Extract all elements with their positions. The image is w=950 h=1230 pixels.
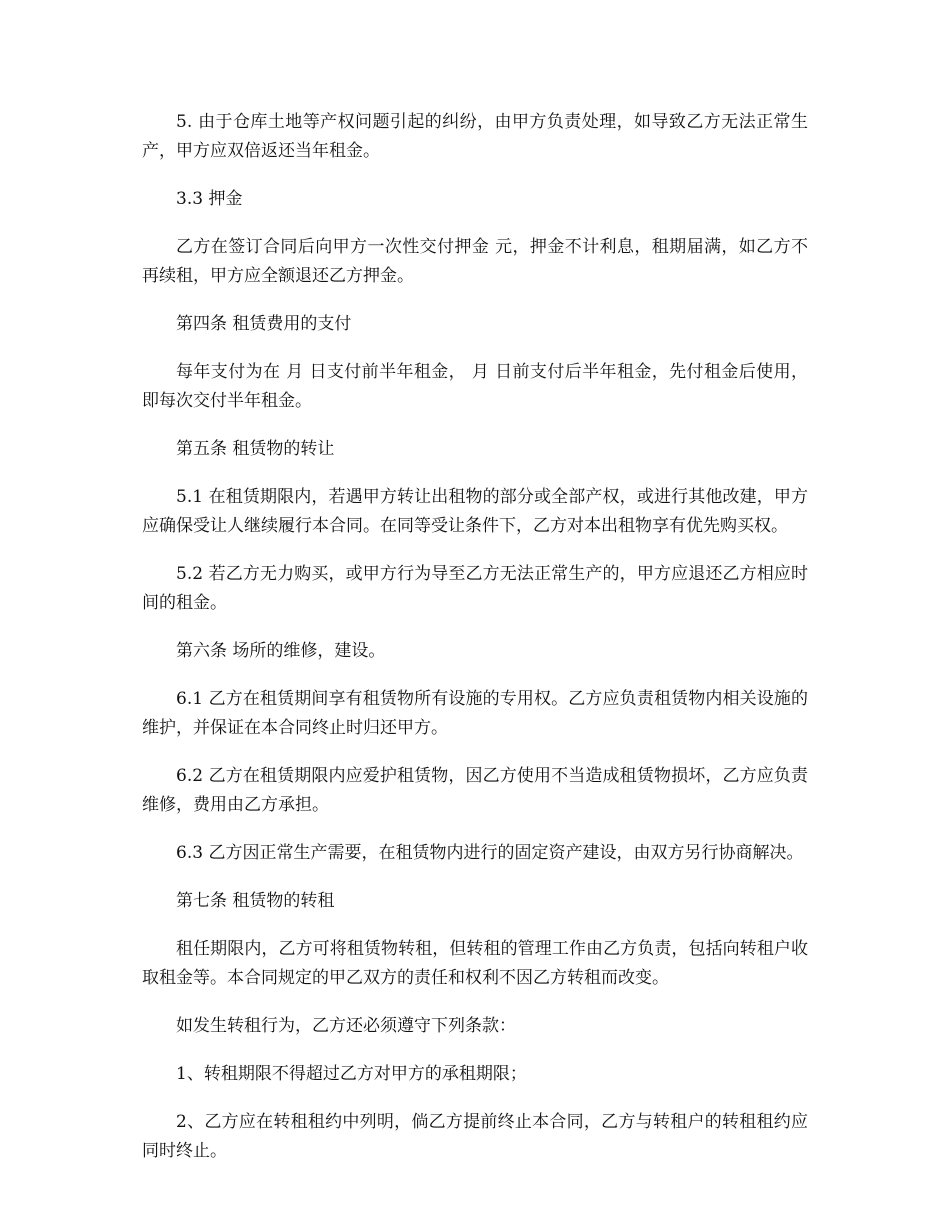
- article-heading: 第五条 租赁物的转让: [176, 439, 335, 459]
- clause-paragraph: 如发生转租行为，乙方还必须遵守下列条款：: [176, 1016, 516, 1036]
- article-heading: 第六条 场所的维修，建设。: [176, 641, 386, 661]
- clause-paragraph: 乙方在签订合同后向甲方一次性交付押金 元，押金不计利息，租期届满，如乙方不再续租，甲方应全额退还乙方押金。: [142, 237, 808, 286]
- clause-paragraph: 每年支付为在 月 日支付前半年租金， 月 日前支付后半年租金，先付租金后使用，即每次交付半年租金。: [142, 362, 808, 411]
- clause-paragraph: 5.2 若乙方无力购买，或甲方行为导至乙方无法正常生产的，甲方应退还乙方相应时间的租金。: [142, 564, 808, 613]
- list-item: 2、乙方应在转租租约中列明，倘乙方提前终止本合同，乙方与转租户的转租租约应同时终止。: [142, 1112, 808, 1161]
- clause-paragraph: 6.2 乙方在租赁期限内应爱护租赁物，因乙方使用不当造成租赁物损坏，乙方应负责维修，费用由乙方承担。: [142, 766, 808, 815]
- article-heading: 第七条 租赁物的转租: [176, 891, 335, 911]
- section-heading: 3.3 押金: [176, 189, 243, 209]
- clause-paragraph: 6.1 乙方在租赁期间享有租赁物所有设施的专用权。乙方应负责租赁物内相关设施的维护，并保证在本合同终止时归还甲方。: [142, 689, 808, 738]
- list-item: 1、转租期限不得超过乙方对甲方的承租期限；: [176, 1064, 527, 1084]
- clause-paragraph: 6.3 乙方因正常生产需要，在租赁物内进行的固定资产建设，由双方另行协商解决。: [176, 843, 804, 863]
- document-body: [142, 108, 808, 1185]
- article-heading: 第四条 租赁费用的支付: [176, 314, 352, 334]
- clause-paragraph: 5.1 在租赁期限内，若遇甲方转让出租物的部分或全部产权，或进行其他改建，甲方应确保受让人继续履行本合同。在同等受让条件下，乙方对本出租物享有优先购买权。: [142, 487, 808, 536]
- clause-paragraph: 租任期限内，乙方可将租赁物转租，但转租的管理工作由乙方负责，包括向转租户收取租金等。本合同规定的甲乙双方的责任和权利不因乙方转租而改变。: [142, 939, 808, 988]
- clause-paragraph: 5. 由于仓库土地等产权问题引起的纠纷，由甲方负责处理，如导致乙方无法正常生产，甲方应双倍返还当年租金。: [142, 112, 808, 161]
